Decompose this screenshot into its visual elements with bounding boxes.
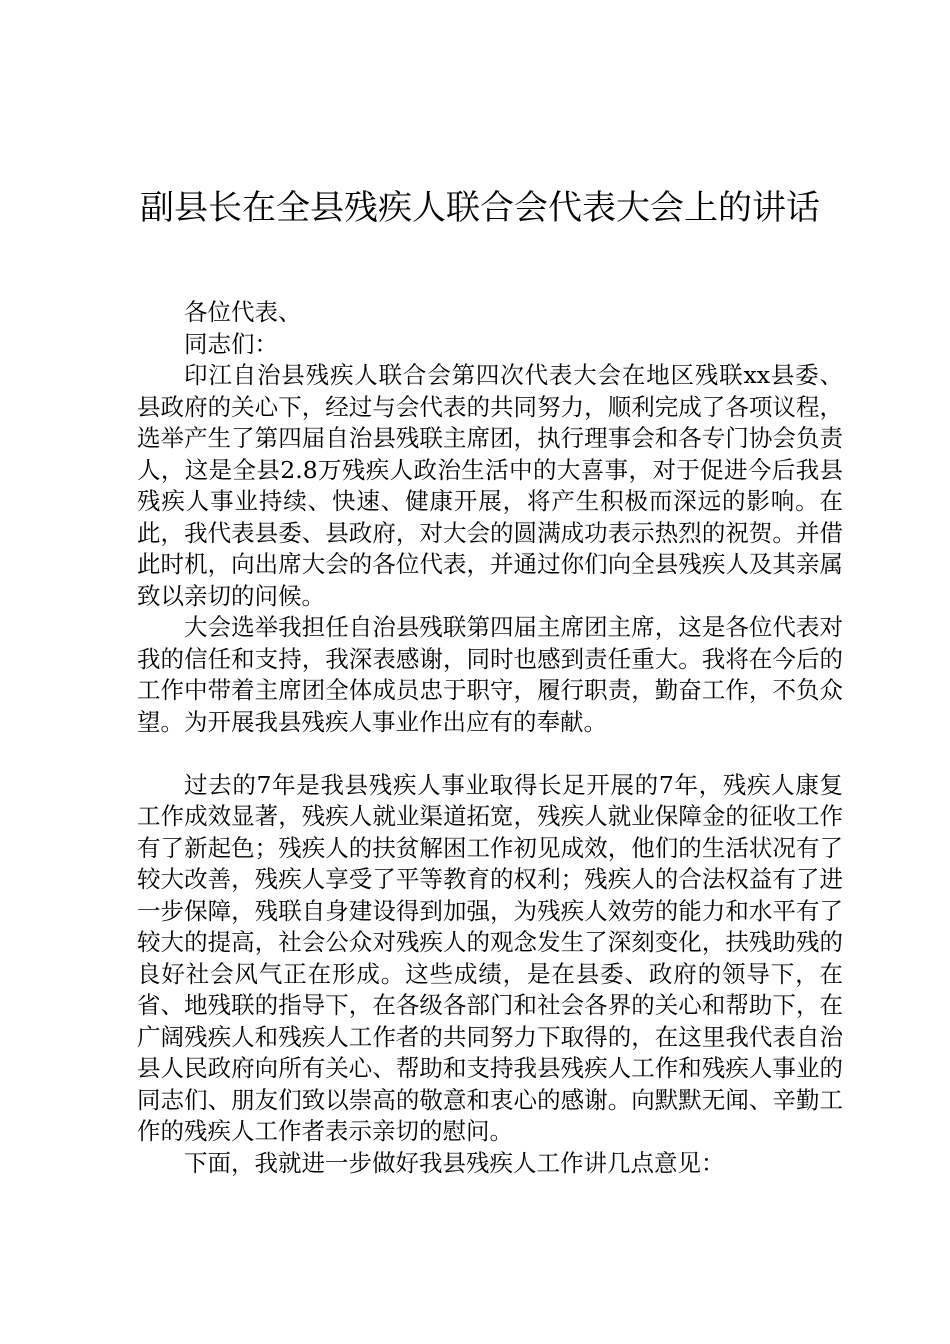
document-title: 副县长在全县残疾人联合会代表大会上的讲话	[140, 188, 820, 228]
body-paragraph-3: 过去的7年是我县残疾人事业取得长足开展的7年，残疾人康复工作成效显著，残疾人就业渠道拓宽，残疾人就业保障金的征收工作有了新起色；残疾人的扶贫解困工作初见成效，他们的生活状况有了较大改善，残疾人享受了平等教育的权利；残疾人的合法权益有了进一步保障，残联自身建设得到加强，为残疾人效劳的能力和水平有了较大的提高，社会公众对残疾人的观念发生了深刻变化，扶残助残的良好社会风气正在形成。这些成绩，是在县委、政府的领导下，在省、地残联的指导下，在各级各部门和社会各界的关心和帮助下，在广阔残疾人和残疾人工作者的共同努力下取得的，在这里我代表自治县人民政府向所有关心、帮助和支持我县残疾人工作和残疾人事业的同志们、朋友们致以崇高的敬意和衷心的感谢。向默默无闻、辛勤工作的残疾人工作者表示亲切的慰问。	[137, 770, 843, 1145]
body-paragraph-1: 印江自治县残疾人联合会第四次代表大会在地区残联xx县委、县政府的关心下，经过与会代表的共同努力，顺利完成了各项议程，选举产生了第四届自治县残联主席团，执行理事会和各专门协会负责人，这是全县2.8万残疾人政治生活中的大喜事，对于促进今后我县残疾人事业持续、快速、健康开展，将产生积极而深远的影响。在此，我代表县委、县政府，对大会的圆满成功表示热烈的祝贺。并借此时机，向出席大会的各位代表，并通过你们向全县残疾人及其亲属致以亲切的问候。	[137, 361, 843, 610]
body-paragraph-2: 大会选举我担任自治县残联第四届主席团主席，这是各位代表对我的信任和支持，我深表感谢，同时也感到责任重大。我将在今后的工作中带着主席团全体成员忠于职守，履行职责，勤奋工作，不负众望。为开展我县残疾人事业作出应有的奉献。	[137, 613, 843, 736]
document-body	[137, 297, 843, 1179]
salutation-line-2: 同志们：	[184, 329, 278, 358]
salutation-line-1: 各位代表、	[184, 298, 302, 326]
body-paragraph-4: 下面，我就进一步做好我县残疾人工作讲几点意见：	[184, 1148, 725, 1177]
